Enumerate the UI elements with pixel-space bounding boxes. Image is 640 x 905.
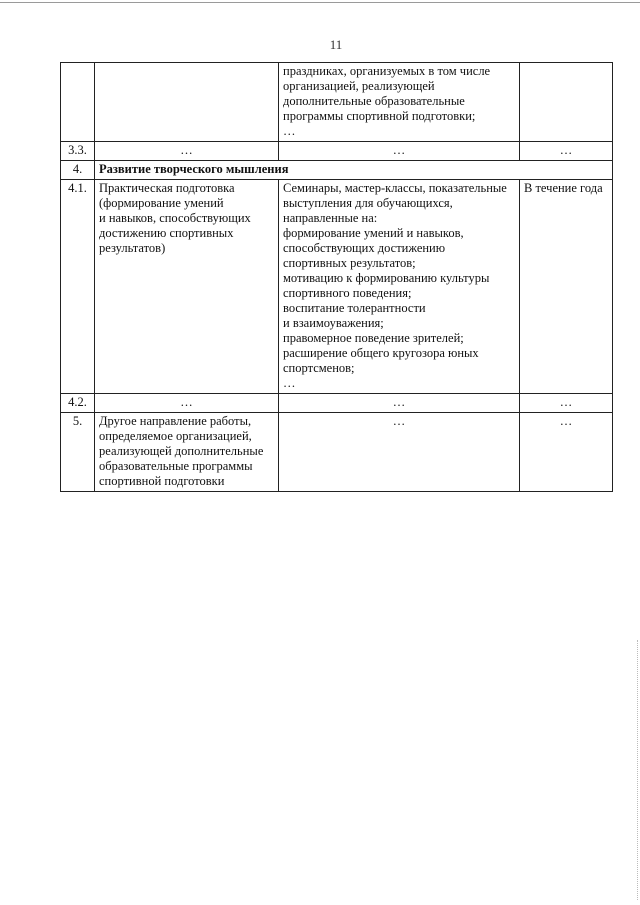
direction-cell bbox=[95, 63, 279, 142]
activity-cell: праздниках, организуемых в том числе организацией, реализующей дополнительные образовательные программы спортивной подготовки; … bbox=[279, 63, 520, 142]
row-number: 3.3. bbox=[61, 142, 95, 161]
page-number: 11 bbox=[329, 37, 343, 52]
timing-cell bbox=[520, 63, 613, 142]
timing-cell: … bbox=[520, 142, 613, 161]
table-row-5 bbox=[61, 413, 613, 492]
activity-cell: … bbox=[279, 394, 520, 413]
row-number: 4.2. bbox=[61, 394, 95, 413]
row-number: 5. bbox=[61, 413, 95, 492]
section-title: Развитие творческого мышления bbox=[95, 161, 613, 180]
activity-cell: … bbox=[279, 413, 520, 492]
direction-cell: Другое направление работы, определяемое организацией, реализующей дополнительные образовательные программы спортивной подготовки bbox=[95, 413, 279, 492]
row-number bbox=[61, 63, 95, 142]
direction-cell: … bbox=[95, 142, 279, 161]
table-row-4-2 bbox=[61, 394, 613, 413]
row-number: 4.1. bbox=[61, 180, 95, 394]
top-border-line bbox=[0, 2, 640, 3]
direction-cell: … bbox=[95, 394, 279, 413]
direction-cell: Практическая подготовка (формирование умений и навыков, способствующих достижению спортивных результатов) bbox=[95, 180, 279, 394]
row-number: 4. bbox=[61, 161, 95, 180]
activity-cell: Семинары, мастер-классы, показательные выступления для обучающихся, направленные на: формирование умений и навыков, способствующих достижению спортивных результатов; мотивацию к формированию культуры спортивного поведения; воспитание толерантности и взаимоуважения; правомерное поведение зрителей; расширение общего кругозора юных спортсменов; … bbox=[279, 180, 520, 394]
table-row-3-3 bbox=[61, 142, 613, 161]
table-row-4-1 bbox=[61, 180, 613, 394]
table-row-continuation bbox=[61, 63, 613, 142]
timing-cell: … bbox=[520, 413, 613, 492]
table-row-4-section bbox=[61, 161, 613, 180]
plan-table bbox=[60, 62, 613, 492]
timing-cell: … bbox=[520, 394, 613, 413]
activity-cell: … bbox=[279, 142, 520, 161]
timing-cell: В течение года bbox=[520, 180, 613, 394]
